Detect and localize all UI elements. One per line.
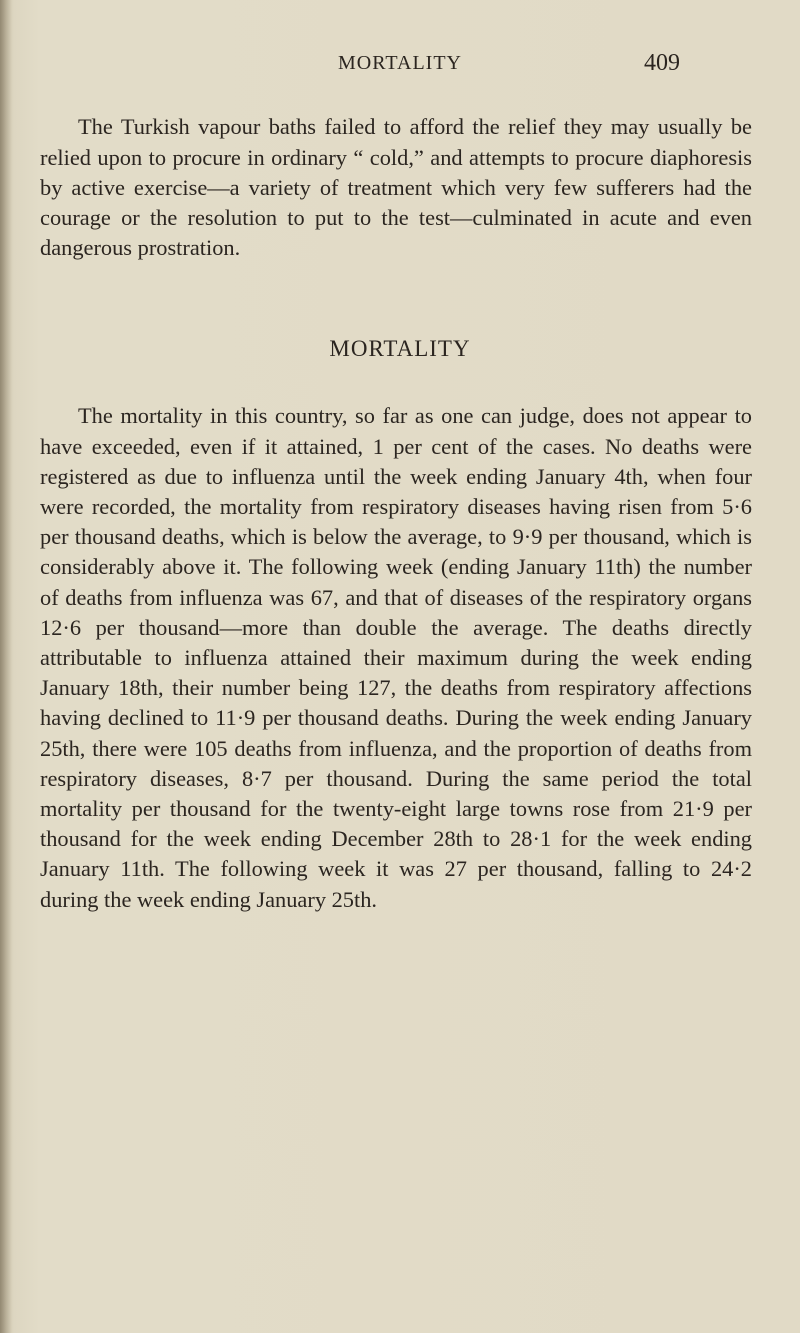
page-number: 409 (644, 50, 680, 76)
running-head (0, 52, 800, 82)
running-title: MORTALITY (338, 52, 462, 74)
page-gutter-shadow (0, 0, 12, 1333)
paragraph-turkish-baths: The Turkish vapour baths failed to afford the relief they may usually be relied upon to procure in ordinary “ cold,” and attempts to procure diaphoresis by active exercise—a variety of treatment which very few sufferers had the courage or the resolution to put to the test—culminated in acute and even dangerous prostration. (40, 114, 752, 261)
paragraph-mortality: The mortality in this country, so far as one can judge, does not appear to have exceeded, even if it attained, 1 per cent of the cases. No deaths were registered as due to influenza until the week ending January 4th, when four were recorded, the mortality from respiratory diseases having risen from 5·6 per thousand deaths, which is below the average, to 9·9 per thousand, which is considerably above it. The following week (ending January 11th) the number of deaths from influenza was 67, and that of diseases of the respiratory organs 12·6 per thousand—more than double the average. The deaths directly attributable to influenza attained their maximum during the week ending January 18th, their number being 127, the deaths from respiratory affections having declined to 11·9 per thousand deaths. During the week ending January 25th, there were 105 deaths from influenza, and the proportion of deaths from respiratory diseases, 8·7 per thousand. During the same period the total mortality per thousand for the twenty-eight large towns rose from 21·9 per thousand for the week ending December 28th to 28·1 for the week ending January 11th. The following week it was 27 per thousand, falling to 24·2 during the week ending January 25th. (40, 403, 752, 912)
section-heading: MORTALITY (329, 336, 471, 361)
